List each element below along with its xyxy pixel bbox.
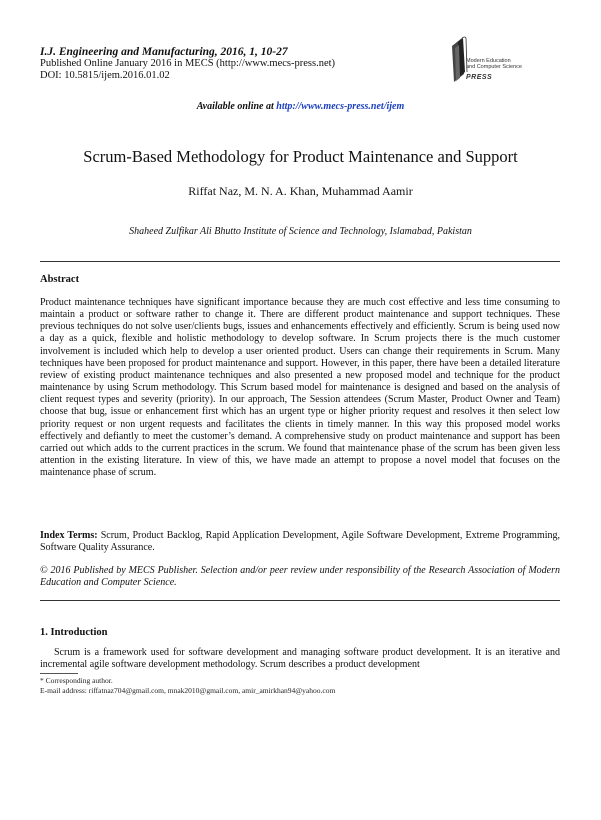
email-addresses: E-mail address: riffatnaz704@gmail.com, mnak2010@gmail.com, amir_amirkhan94@yahoo.com — [40, 686, 336, 695]
abstract-heading: Abstract — [40, 274, 80, 285]
available-prefix: Available online at — [196, 101, 277, 112]
index-terms-text: Scrum, Product Backlog, Rapid Application Development, Agile Software Development, Extreme Programming, Software Quality Assurance. — [40, 530, 561, 554]
index-terms-label: Index Terms: — [40, 530, 98, 541]
affiliation: Shaheed Zulfikar Ali Bhutto Institute of Science and Technology, Islamabad, Pakistan — [129, 226, 472, 237]
journal-url-link[interactable]: http://www.mecs-press.net/ijem — [276, 101, 405, 112]
corresponding-author: * Corresponding author. — [40, 676, 113, 685]
footnote — [40, 676, 335, 696]
doi-line: DOI: 10.5815/ijem.2016.01.02 — [40, 70, 170, 81]
logo-line-2: and Computer Science — [466, 64, 522, 70]
bottom-divider — [40, 600, 560, 601]
footnote-rule — [40, 673, 78, 674]
index-terms — [40, 530, 560, 554]
publisher-logo-text — [466, 58, 522, 70]
introduction-body: Scrum is a framework used for software development and managing software product development. It is an iterative and incremental agile software development methodology. Scrum describes a product development — [40, 647, 560, 671]
paper-title: Scrum-Based Methodology for Product Maintenance and Support — [83, 147, 518, 166]
copyright-notice: © 2016 Published by MECS Publisher. Selection and/or peer review under responsibility of the Research Association of Modern Education and Computer Science. — [40, 565, 560, 589]
journal-title: I.J. Engineering and Manufacturing, 2016, 1, 10-27 — [40, 46, 288, 58]
abstract-body: Product maintenance techniques have significant importance because they are much cost effective and less time consuming to maintain a product or software rather to change it. There are different product maintenance and support techniques. These previous techniques do not solve user/clients bugs, issues and enhancements effectively and efficiently. Scrum is being used now a day as a quick, flexible and holistic methodology to develop software. In Scrum projects there is the much customer involvement is included which help to develop a user oriented product. Users can change their requirements in Scrum. Many techniques have been proposed for product maintenance and support. However, in this paper, there have been a detailed literature review of existing product maintenance techniques and also presented a new proposed model and technique for the product maintenance by using Scrum methodology. This Scrum based model for maintenance is designed and based on the analysis of client request types and severity (priority). In our approach, The Session attendees (Scrum Master, Product Owner and Team) choose that bug, issue or enhancement first which has an urgent type or higher priority request and resolves it then select low priority request or non urgent requests and facilitates the clients in timely manner. In this way this proposed model works effectively and defiantly to meet the customer’s demand. A comprehensive study on product maintenance and support has been carried out which adds to the current practices in the scrum. We found that maintenance phase of the scrum has been given less attention in the existing literature. In view of this, we have made an attempt to propose a novel model that focuses on the maintenance phase of scrum. — [40, 297, 560, 479]
introduction-heading: 1. Introduction — [40, 627, 108, 638]
available-online — [0, 101, 601, 112]
logo-line-1: Modern Education — [466, 58, 511, 64]
published-line: Published Online January 2016 in MECS (http://www.mecs-press.net) — [40, 58, 336, 69]
top-divider — [40, 261, 560, 262]
logo-press: PRESS — [466, 74, 493, 81]
authors: Riffat Naz, M. N. A. Khan, Muhammad Aamir — [188, 184, 413, 198]
journal-header — [40, 46, 335, 82]
